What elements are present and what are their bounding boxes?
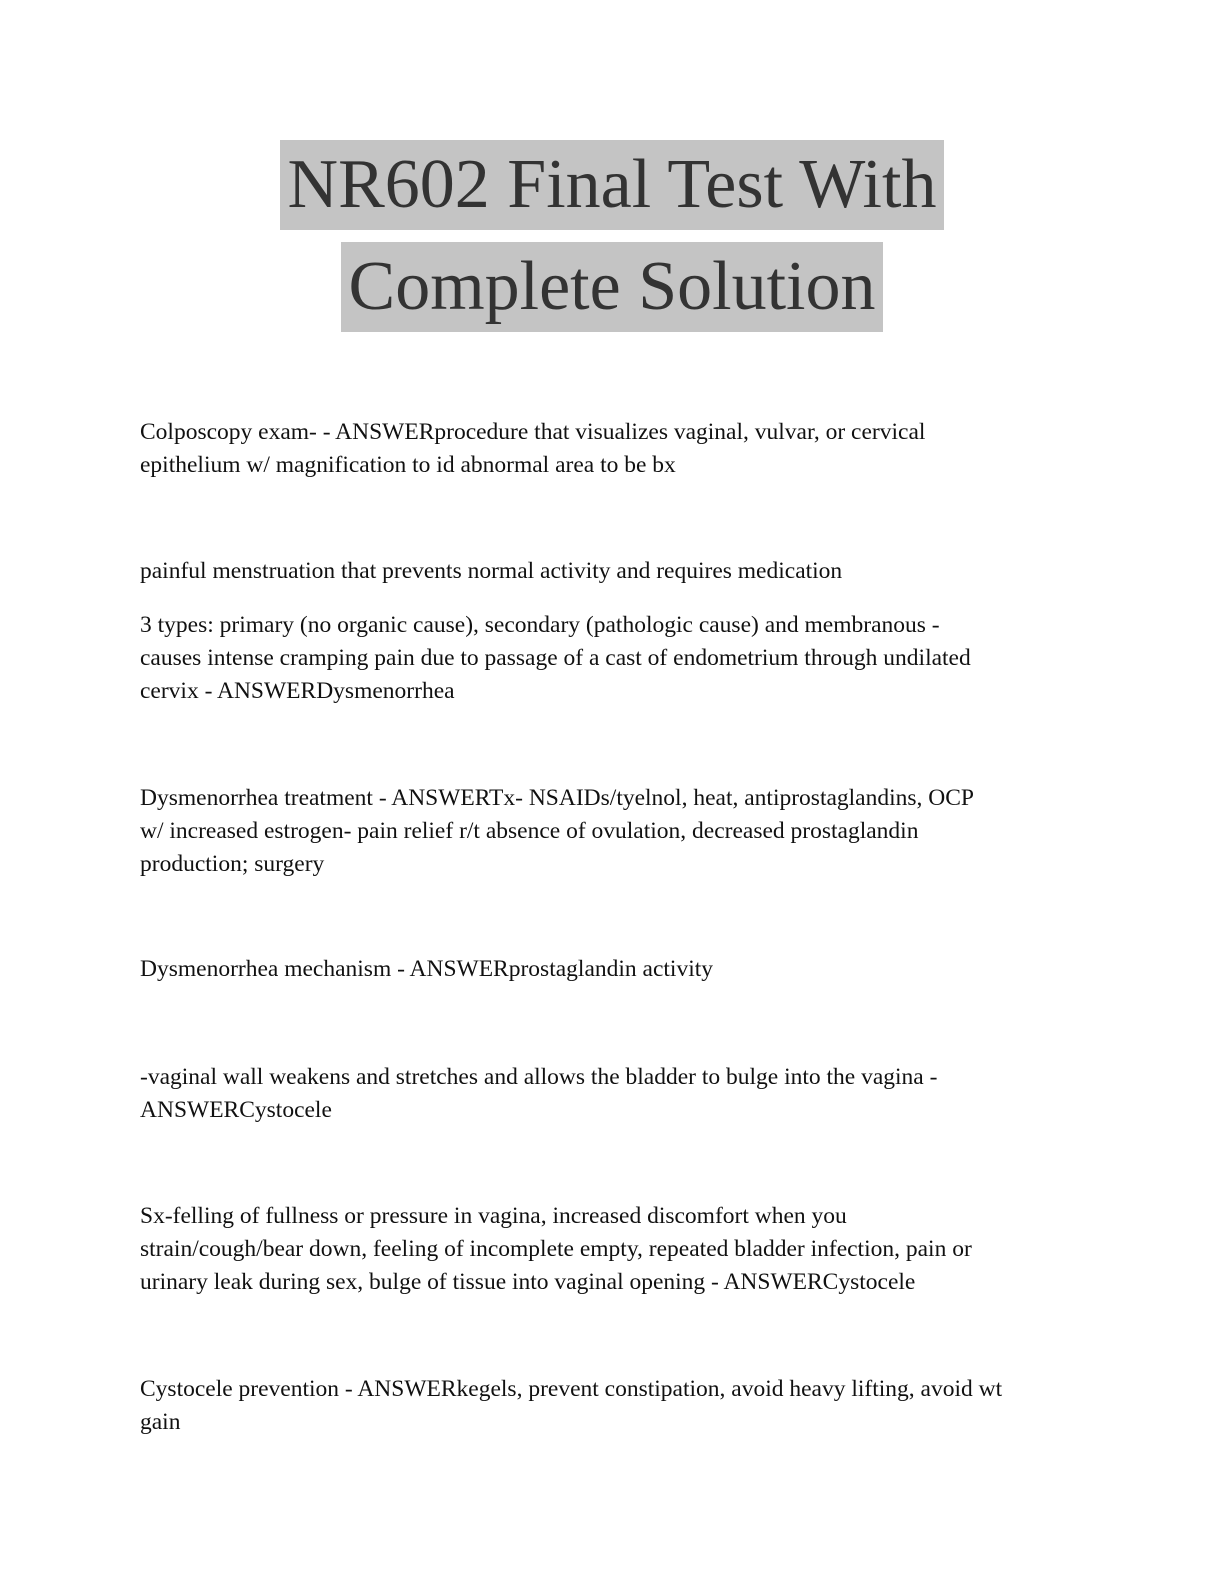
entry-cystocele-symptoms [140, 1200, 1080, 1299]
text-line: w/ increased estrogen- pain relief r/t absence of ovulation, decreased prostaglandin [140, 818, 919, 844]
entry-dysmenorrhea-types [140, 609, 1080, 708]
entry-painful-menstruation [140, 555, 1080, 588]
text-line: Cystocele prevention - ANSWERkegels, prevent constipation, avoid heavy lifting, avoid wt [140, 1376, 1003, 1402]
document-title [0, 140, 1224, 332]
text-line: causes intense cramping pain due to passage of a cast of endometrium through undilated [140, 645, 971, 671]
text-line: urinary leak during sex, bulge of tissue into vaginal opening - ANSWERCystocele [140, 1269, 916, 1295]
text-line: strain/cough/bear down, feeling of incomplete empty, repeated bladder infection, pain or [140, 1236, 972, 1262]
text-line: cervix - ANSWERDysmenorrhea [140, 678, 455, 704]
title-line-2: Complete Solution [341, 242, 884, 332]
text-line: 3 types: primary (no organic cause), secondary (pathologic cause) and membranous - [140, 612, 940, 638]
text-line: production; surgery [140, 851, 325, 877]
text-line: Colposcopy exam- - ANSWERprocedure that visualizes vaginal, vulvar, or cervical [140, 419, 926, 445]
entry-cystocele-definition [140, 1061, 1080, 1127]
text-line: Dysmenorrhea treatment - ANSWERTx- NSAIDs/tyelnol, heat, antiprostaglandins, OCP [140, 785, 974, 811]
entry-dysmenorrhea-treatment [140, 782, 1080, 881]
text-line: epithelium w/ magnification to id abnormal area to be bx [140, 452, 676, 478]
entry-colposcopy-exam [140, 416, 1080, 482]
title-line-1: NR602 Final Test With [280, 140, 945, 230]
entry-dysmenorrhea-mechanism [140, 953, 1080, 986]
text-line: Sx-felling of fullness or pressure in vagina, increased discomfort when you [140, 1203, 847, 1229]
text-line: -vaginal wall weakens and stretches and allows the bladder to bulge into the vagina - [140, 1064, 938, 1090]
entry-cystocele-prevention [140, 1373, 1080, 1439]
text-line: gain [140, 1409, 181, 1435]
text-line: ANSWERCystocele [140, 1097, 332, 1123]
text-line: painful menstruation that prevents normal activity and requires medication [140, 558, 843, 584]
text-line: Dysmenorrhea mechanism - ANSWERprostaglandin activity [140, 956, 714, 982]
